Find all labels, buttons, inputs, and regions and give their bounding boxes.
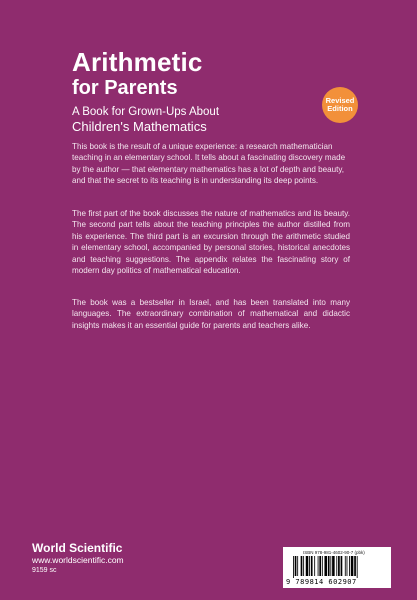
book-title-line2: for Parents <box>72 77 178 99</box>
description-paragraph-3: The book was a bestseller in Israel, and has been translated into many languages. The extraordinary combination of mathematical and didactic insights makes it an essential guide for parents and teachers alike. <box>72 298 350 330</box>
badge-line1: Revised <box>325 95 355 105</box>
revised-edition-badge <box>322 87 358 123</box>
badge-line2: Edition <box>327 104 353 113</box>
description-paragraph-2: The first part of the book discusses the nature of mathematics and its beauty. The second part tells about the teaching principles the author distilled from his experience. The third part is an excursion through the arithmetic studied in elementary school, accompanied by personal stories, historical anecdotes and teaching suggestions. The appendix relates the fascinating story of modern day politics of mathematical education. <box>72 209 350 276</box>
publisher-code: 9159 sc <box>32 567 57 574</box>
book-title-line1: Arithmetic <box>72 47 203 77</box>
isbn-label: ISBN 978-981-4602-90-7 (pbk) <box>303 550 365 555</box>
description-paragraph-1: This book is the result of a unique experience: a research mathematician teaching in an elementary school. It tells about a fascinating discovery made by the author — that elementary mathematics has a lot of depth and beauty, and that the secret to its teaching is in understanding its deep points. <box>72 142 346 186</box>
publisher-name: World Scientific <box>32 541 123 555</box>
isbn-digits: 9 789814 602907 <box>286 578 357 586</box>
publisher-url: www.worldscientific.com <box>32 555 124 565</box>
barcode-icon <box>292 556 384 578</box>
barcode-panel <box>283 547 391 588</box>
book-subtitle-line1: A Book for Grown-Ups About <box>72 106 220 118</box>
publisher-block <box>32 541 124 576</box>
book-subtitle-line2: Children's Mathematics <box>72 119 207 134</box>
